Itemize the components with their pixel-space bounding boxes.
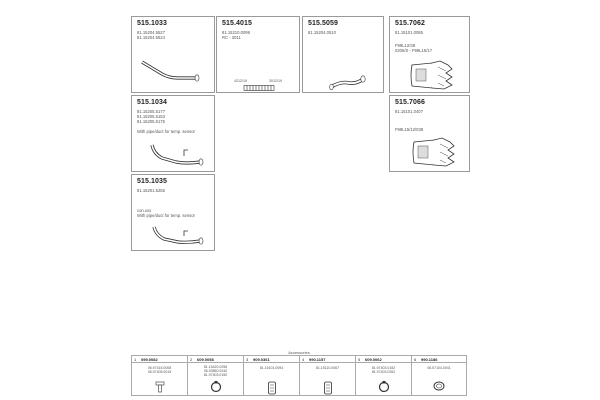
accessory-cell[interactable] <box>300 363 356 396</box>
oem-number: 06.97405.0015 <box>147 370 172 374</box>
part-card-515-1034[interactable] <box>131 95 215 172</box>
accessory-index: 1 <box>134 357 137 362</box>
oem-number: 81.15110.0067 <box>315 366 340 370</box>
muffler-drawing <box>410 136 456 168</box>
accessory-index: 3 <box>246 357 249 362</box>
exhaust-pipe-drawing <box>146 140 208 170</box>
exhaust-pipe-drawing <box>329 73 369 93</box>
clamp-icon <box>210 381 222 393</box>
part-card-515-4015[interactable] <box>216 16 300 93</box>
exhaust-pipe-drawing <box>136 57 208 89</box>
accessory-header <box>300 356 356 363</box>
oem-number: 06.93850.0240 <box>203 369 228 373</box>
part-card-515-5059[interactable] <box>302 16 384 93</box>
exhaust-pipe-drawing <box>150 223 208 249</box>
accessory-header <box>132 356 188 363</box>
part-number: 515.1034 <box>137 99 167 106</box>
part-number: 515.7062 <box>395 20 425 27</box>
part-note: With pipe/duct for temp. sensor <box>137 213 195 218</box>
hanger-icon <box>267 381 277 395</box>
dimension-label: 4212/19 <box>234 79 247 83</box>
part-number: 515.5059 <box>308 20 338 27</box>
oem-number: 81.97403.0150 <box>203 373 228 377</box>
accessories-title: Accessories <box>288 350 310 355</box>
reference-code: 0206/S - F99L15/17 <box>395 48 433 53</box>
accessory-index: 2 <box>190 357 193 362</box>
flex-pipe-drawing <box>243 84 275 92</box>
accessory-header <box>356 356 412 363</box>
bolt-icon <box>155 381 165 393</box>
accessory-header <box>412 356 466 363</box>
part-note: With pipe/duct for temp. sensor <box>137 129 195 134</box>
oem-number: 81.15210.0099 <box>222 30 250 35</box>
accessory-header <box>244 356 300 363</box>
gasket-icon <box>433 381 445 391</box>
oem-number: 81.15101.0094 <box>259 366 284 370</box>
accessory-header <box>188 356 244 363</box>
oem-number: 81.15101.0085 <box>395 30 423 35</box>
oem-number: 81.15204.5524 <box>137 35 165 40</box>
oem-number: 81.97403.0262 <box>371 370 396 374</box>
accessory-cell[interactable] <box>132 363 188 396</box>
dimension-label: 3012/19 <box>269 79 282 83</box>
part-card-515-7066[interactable] <box>389 95 470 172</box>
accessory-cell[interactable] <box>412 363 466 396</box>
oem-number: 81.15420.0256 <box>203 365 228 369</box>
accessories-table <box>131 350 467 396</box>
accessory-part-number: 609.0062 <box>365 357 382 362</box>
part-card-515-1033[interactable] <box>131 16 215 93</box>
part-note: con.xxx <box>137 208 152 213</box>
part-card-515-7062[interactable] <box>389 16 470 93</box>
accessory-cell[interactable] <box>244 363 300 396</box>
part-number: 515.1033 <box>137 20 167 27</box>
part-number: 515.7066 <box>395 99 425 106</box>
accessory-index: 5 <box>358 357 361 362</box>
oem-number: 81.15205.5177 <box>137 109 165 114</box>
hanger-icon <box>323 381 333 395</box>
accessory-part-number: 099.0082 <box>141 357 158 362</box>
accessory-part-number: 990.1186 <box>421 357 438 362</box>
oem-number: 81.97403.0152 <box>371 366 396 370</box>
oem-number: 81.15205.5175 <box>137 119 165 124</box>
muffler-drawing <box>408 59 454 91</box>
reference-code: F99L15/12/038 <box>395 127 424 132</box>
clamp-icon <box>378 381 390 393</box>
accessory-index: 4 <box>302 357 305 362</box>
part-number: 515.1035 <box>137 178 167 185</box>
accessory-cell[interactable] <box>356 363 412 396</box>
oem-number: 06.57104.0041 <box>427 366 451 370</box>
oem-number: 81.15201.5255 <box>137 188 165 193</box>
reference-code: RC - 3011 <box>222 35 241 40</box>
reference-code: F99L12/38 <box>395 43 416 48</box>
oem-number: 81.15101.0407 <box>395 109 423 114</box>
oem-number: 06.97415.0008 <box>147 366 172 370</box>
oem-number: 81.15205.5153 <box>137 114 165 119</box>
part-number: 515.4015 <box>222 20 252 27</box>
accessory-part-number: 609.0058 <box>197 357 214 362</box>
accessory-part-number: 909.0361 <box>253 357 270 362</box>
accessory-index: 6 <box>414 357 417 362</box>
accessory-cell[interactable] <box>188 363 244 396</box>
oem-number: 81.15204.0510 <box>308 30 336 35</box>
accessory-part-number: 990.1157 <box>309 357 326 362</box>
oem-number: 81.15204.5527 <box>137 30 165 35</box>
part-card-515-1035[interactable] <box>131 174 215 251</box>
